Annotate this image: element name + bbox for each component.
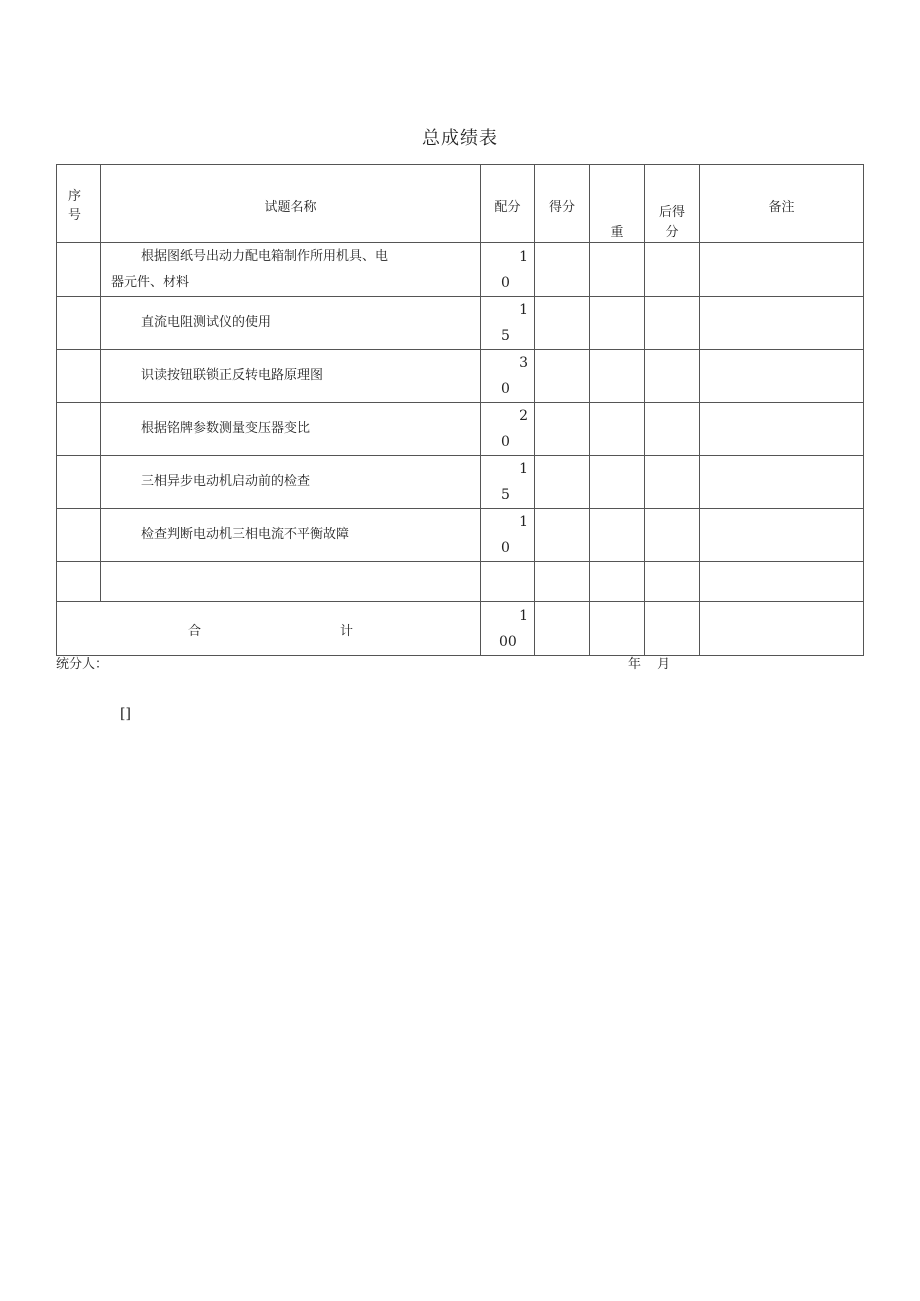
- total-points-top: 1: [519, 607, 528, 624]
- remarks-cell: [700, 350, 864, 403]
- points-digit-bottom: 0: [501, 434, 510, 450]
- points-cell: [481, 350, 535, 403]
- item-name-line1: 根据图纸号出动力配电箱制作所用机具、电: [141, 248, 389, 264]
- header-score-cell: [535, 165, 590, 243]
- remarks-cell: [700, 456, 864, 509]
- points-digit-top: 1: [519, 248, 528, 265]
- table-row: [57, 297, 864, 350]
- points-digit-top: 1: [519, 461, 528, 477]
- points-digit-bottom: 5: [501, 487, 510, 503]
- score-cell: [535, 602, 590, 656]
- bracket-mark: []: [120, 706, 131, 722]
- seq-cell: [57, 403, 101, 456]
- item-name: 三相异步电动机启动前的检查: [101, 456, 481, 509]
- item-name: 直流电阻测试仪的使用: [101, 297, 481, 350]
- scorer-label: 统分人：: [56, 657, 109, 672]
- points-cell: [481, 562, 535, 602]
- item-name-cell: [101, 243, 481, 297]
- points-digit-top: 1: [519, 302, 528, 318]
- weight-cell: [590, 562, 645, 602]
- weight-cell: [590, 456, 645, 509]
- after-score-cell: [645, 509, 700, 562]
- item-name-empty: [101, 562, 481, 602]
- remarks-cell: [700, 403, 864, 456]
- header-name-cell: [101, 165, 481, 243]
- header-score: 得分: [548, 200, 575, 215]
- score-cell: [535, 456, 590, 509]
- header-remarks: 备注: [768, 200, 795, 215]
- score-cell: [535, 562, 590, 602]
- header-after-bottom: 分: [665, 225, 679, 240]
- total-label-b: 计: [340, 624, 354, 639]
- remarks-cell: [700, 602, 864, 656]
- table-row: [57, 509, 864, 562]
- after-score-cell: [645, 456, 700, 509]
- header-after-top: 后得: [658, 205, 685, 220]
- after-score-cell: [645, 243, 700, 297]
- page-title: 总成绩表: [422, 128, 498, 149]
- score-table: [56, 164, 864, 656]
- after-score-cell: [645, 403, 700, 456]
- remarks-cell: [700, 297, 864, 350]
- header-seq: 序 号: [57, 165, 101, 243]
- weight-cell: [590, 243, 645, 297]
- header-remarks-cell: [700, 165, 864, 243]
- total-label-a: 合: [188, 624, 202, 639]
- after-score-cell: [645, 297, 700, 350]
- score-cell: [535, 297, 590, 350]
- total-label-cell: [57, 602, 481, 656]
- header-row: [57, 165, 864, 243]
- points-cell: [481, 243, 535, 297]
- weight-cell: [590, 297, 645, 350]
- after-score-cell: [645, 602, 700, 656]
- points-digit-top: 2: [519, 408, 528, 424]
- seq-cell: [57, 509, 101, 562]
- score-cell: [535, 350, 590, 403]
- item-name: 根据铭牌参数测量变压器变比: [101, 403, 481, 456]
- table-row: [57, 403, 864, 456]
- total-points-cell: [481, 602, 535, 656]
- table-row: [57, 243, 864, 297]
- score-cell: [535, 509, 590, 562]
- total-row: [57, 602, 864, 656]
- points-digit-top: 1: [519, 514, 528, 530]
- date-label: 年 月: [628, 657, 677, 672]
- remarks-cell: [700, 562, 864, 602]
- item-name: 检查判断电动机三相电流不平衡故障: [101, 509, 481, 562]
- seq-cell: [57, 243, 101, 297]
- score-cell: [535, 403, 590, 456]
- total-points-bottom: 00: [499, 633, 517, 650]
- points-digit-bottom: 0: [501, 274, 510, 291]
- points-digit-bottom: 0: [501, 540, 510, 556]
- weight-cell: [590, 350, 645, 403]
- weight-cell: [590, 403, 645, 456]
- remarks-cell: [700, 509, 864, 562]
- item-name: 识读按钮联锁正反转电路原理图: [101, 350, 481, 403]
- weight-cell: [590, 509, 645, 562]
- score-cell: [535, 243, 590, 297]
- after-score-cell: [645, 562, 700, 602]
- item-name-line2: 器元件、材料: [111, 274, 190, 290]
- seq-cell: [57, 456, 101, 509]
- points-cell: [481, 456, 535, 509]
- table-row: [57, 456, 864, 509]
- points-digit-bottom: 5: [501, 328, 510, 344]
- header-points: 配分: [494, 200, 521, 215]
- header-name: 试题名称: [264, 200, 317, 215]
- points-cell: [481, 403, 535, 456]
- seq-cell: [57, 350, 101, 403]
- points-cell: [481, 509, 535, 562]
- header-weight-cell: [590, 165, 645, 243]
- header-points-cell: [481, 165, 535, 243]
- after-score-cell: [645, 350, 700, 403]
- weight-cell: [590, 602, 645, 656]
- header-weight: 重: [610, 225, 624, 240]
- header-after-cell: [645, 165, 700, 243]
- points-digit-top: 3: [519, 355, 528, 371]
- points-cell: [481, 297, 535, 350]
- seq-cell: [57, 562, 101, 602]
- points-digit-bottom: 0: [501, 381, 510, 397]
- table-row: [57, 350, 864, 403]
- table-row-empty: [57, 562, 864, 602]
- remarks-cell: [700, 243, 864, 297]
- seq-cell: [57, 297, 101, 350]
